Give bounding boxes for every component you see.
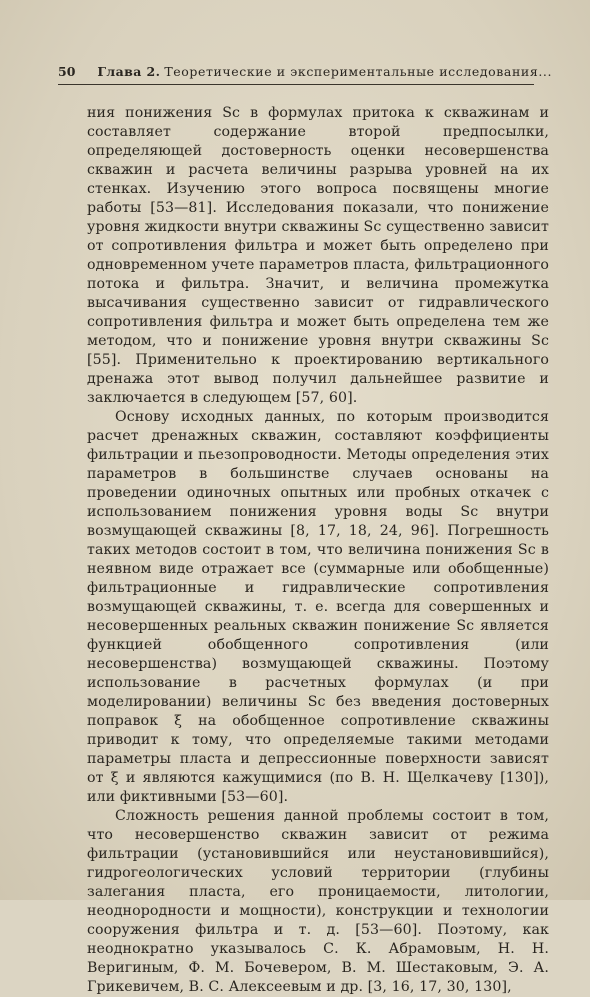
header-rule <box>58 84 534 85</box>
chapter-label: Глава 2. <box>97 64 161 79</box>
chapter-title: Теоретические и экспериментальные исследования... <box>164 64 553 79</box>
paragraph-3: Сложность решения данной проблемы состоит в том, что несовершенство скважин зависит от режима фильтрации (установившийся или неустановившийся), гидрогеологических условий территории (глубины залегания пласта, его проницаемости, литологии, неоднородности и мощности), конструкции и технологии сооружения фильтра и т. д. [53—60]. Поэтому, как неоднократно указывалось С. К. Абрамовым, Н. Н. Веригиным, Ф. М. Бочевером, В. М. Шестаковым, Э. А. Грикевичем, В. С. Алексеевым и др. [3, 16, 17, 30, 130], <box>87 808 549 995</box>
paragraph-2: Основу исходных данных, по которым производится расчет дренажных скважин, составляют коэффициенты фильтрации и пьезопроводности. Методы определения этих параметров в большинстве случаев основаны на проведении одиночных опытных или пробных откачек с использованием понижения уровня воды Sc внутри возмущающей скважины [8, 17, 18, 24, 96]. Погрешность таких методов состоит в том, что величина понижения Sc в неявном виде отражает все (суммарные или обобщенные) фильтрационные и гидравлические сопротивления возмущающей скважины, т. е. всегда для совершенных и несовершенных реальных скважин понижение Sc является функцией обобщенного сопротивления (или несовершенства) возмущающей скважины. Поэтому использование в расчетных формулах (и при моделировании) величины Sc без введения достоверных поправок ξ на обобщенное сопротивление скважины приводит к тому, что определяемые такими методами параметры пласта и депрессионные поверхности зависят от ξ и являются кажущимися (по В. Н. Щелкачеву [130]), или фиктивными [53—60]. <box>87 409 549 805</box>
body-text <box>87 104 549 997</box>
paragraph-1: ния понижения Sc в формулах притока к скважинам и составляет содержание второй предпосылки, определяющей достоверность оценки несовершенства скважин и расчета величины разрыва уровней на их стенках. Изучению этого вопроса посвящены многие работы [53—81]. Исследования показали, что понижение уровня жидкости внутри скважины Sc существенно зависит от сопротивления фильтра и может быть определено при одновременном учете параметров пласта, фильтрационного потока и фильтра. Значит, и величина промежутка высачивания существенно зависит от гидравлического сопротивления фильтра и может быть определена тем же методом, что и понижение уровня внутри скважины Sc [55]. Применительно к проектированию вертикального дренажа этот вывод получил дальнейшее развитие и заключается в следующем [57, 60]. <box>87 105 549 406</box>
running-header <box>58 62 553 82</box>
page-number: 50 <box>58 64 76 79</box>
